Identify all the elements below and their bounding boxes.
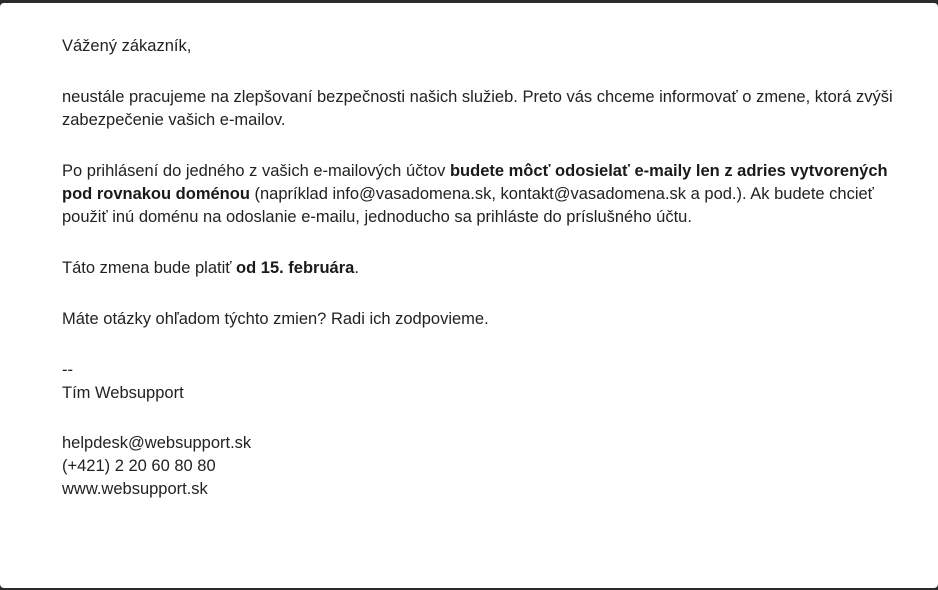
signature-team: Tím Websupport: [62, 384, 184, 402]
effective-date: od 15. februára: [236, 259, 355, 277]
paragraph-questions: Máte otázky ohľadom týchto zmien? Radi ich zodpovieme.: [62, 310, 489, 328]
signature-separator: --: [62, 361, 73, 379]
paragraph-effective-date: Táto zmena bude platiť od 15. februára.: [62, 259, 359, 277]
paragraph-security-intro: neustále pracujeme na zlepšovaní bezpečnosti našich služieb. Preto vás chceme informovať o zmene, ktorá zvýši zabezpečenie vašich e-mailov.: [62, 88, 893, 129]
email-body: [0, 3, 938, 588]
domain-restriction-highlight: budete môcť odosielať e-maily len z adries vytvorených pod rovnakou doménou: [62, 162, 888, 203]
signature-website-link[interactable]: www.websupport.sk: [62, 480, 208, 498]
signature-email-link[interactable]: helpdesk@websupport.sk: [62, 434, 252, 452]
greeting: Vážený zákazník,: [62, 37, 192, 55]
paragraph-domain-change: Po prihlásení do jedného z vašich e-mailových účtov budete môcť odosielať e-maily len z adries vytvorených pod rovnakou doménou (napríklad info@vasadomena.sk, kontakt@vasadomena.sk a pod.). Ak budete chcieť použiť inú doménu na odoslanie e-mailu, jednoducho sa prihláste do príslušného účtu.: [62, 162, 888, 226]
signature-phone: (+421) 2 20 60 80 80: [62, 457, 216, 475]
email-content: [62, 35, 902, 501]
